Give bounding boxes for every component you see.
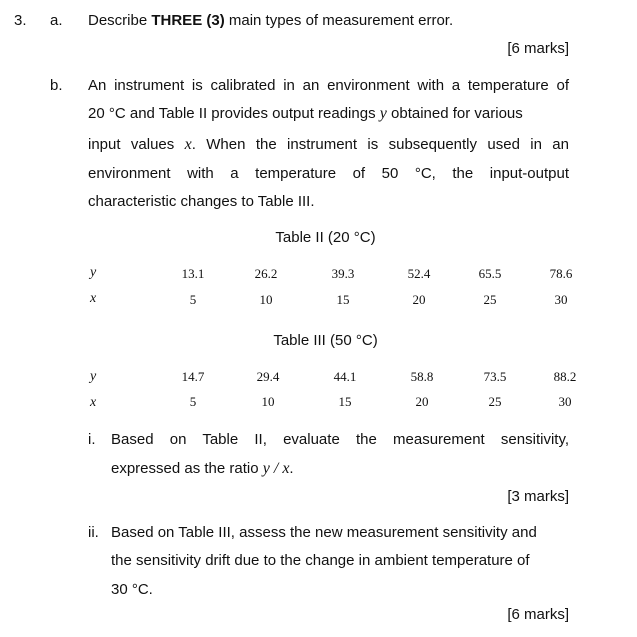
part-b-line-2-post: obtained for various: [386, 105, 523, 122]
part-a-text-before: Describe: [88, 12, 152, 29]
table3-x-cell: 5: [189, 394, 197, 409]
part-b-i-line-2-pre: expressed as the ratio: [111, 460, 263, 477]
part-b-line-1: An instrument is calibrated in an environment with a temperature of: [88, 77, 569, 94]
table3-x-cell: 25: [488, 394, 502, 409]
table3-x-cell: 10: [261, 394, 275, 409]
table3-y-cell: 58.8: [410, 369, 434, 384]
table2-x-cell: 30: [554, 292, 568, 307]
ratio-y-over-x: y / x: [262, 460, 290, 477]
part-b-ii-label: ii.: [88, 524, 99, 541]
part-b-i-line-2-post: .: [289, 460, 294, 477]
table3-x-label: x: [90, 395, 97, 410]
table2-y-cell: 39.3: [331, 266, 355, 281]
table3-x-cell: 20: [415, 394, 429, 409]
table3-x-cell: 15: [338, 394, 352, 409]
table3-y-label: y: [90, 369, 97, 384]
table3-y-cell: 44.1: [333, 369, 357, 384]
table2-x-cell: 10: [259, 292, 273, 307]
part-b-line-3: [88, 136, 569, 154]
part-b-i-label: i.: [88, 431, 96, 448]
table2-y-cell: 65.5: [478, 266, 502, 281]
table2-y-cell: 13.1: [181, 266, 205, 281]
var-x: x: [184, 136, 192, 153]
table3-x-cell: 30: [558, 394, 572, 409]
table3-title: Table III (50 °C): [273, 332, 378, 349]
part-a-label: a.: [50, 12, 63, 29]
part-b-ii-line-1: Based on Table III, assess the new measurement sensitivity and: [111, 524, 537, 541]
var-y: y: [379, 105, 387, 122]
table2-title: Table II (20 °C): [275, 229, 376, 246]
part-b-line-2-pre: 20 °C and Table II provides output readings: [88, 105, 380, 122]
part-b-line-3-post: . When the instrument is subsequently used in an: [191, 136, 569, 153]
part-a-text-bold: THREE (3): [151, 12, 225, 29]
part-b-line-2: [88, 105, 523, 123]
part-b-line-3-pre: input values: [88, 136, 185, 153]
part-b-ii-marks: [6 marks]: [507, 606, 569, 623]
table2-x-cell: 5: [189, 292, 197, 307]
table2-x-cell: 20: [412, 292, 426, 307]
part-b-line-5: characteristic changes to Table III.: [88, 193, 315, 210]
table2-y-cell: 26.2: [254, 266, 278, 281]
table3-y-cell: 88.2: [553, 369, 577, 384]
table3-y-cell: 14.7: [181, 369, 205, 384]
part-b-label: b.: [50, 77, 63, 94]
table2-y-cell: 52.4: [407, 266, 431, 281]
table3-y-cell: 73.5: [483, 369, 507, 384]
table2-y-cell: 78.6: [549, 266, 573, 281]
table2-y-label: y: [90, 265, 97, 280]
part-b-i-marks: [3 marks]: [507, 488, 569, 505]
table2-x-cell: 25: [483, 292, 497, 307]
question-number: 3.: [14, 12, 27, 29]
part-a-text: [88, 12, 453, 29]
part-b-i-line-1: Based on Table II, evaluate the measurement sensitivity,: [111, 431, 569, 448]
part-b-line-4: environment with a temperature of 50 °C, the input-output: [88, 165, 569, 182]
part-a-marks: [6 marks]: [507, 40, 569, 57]
table2-x-cell: 15: [336, 292, 350, 307]
part-b-ii-line-2: the sensitivity drift due to the change in ambient temperature of: [111, 552, 530, 569]
part-b-i-line-2: [111, 460, 294, 478]
part-a-text-after: main types of measurement error.: [224, 12, 454, 29]
part-b-ii-line-3: 30 °C.: [111, 581, 153, 598]
table3-y-cell: 29.4: [256, 369, 280, 384]
table2-x-label: x: [90, 291, 97, 306]
